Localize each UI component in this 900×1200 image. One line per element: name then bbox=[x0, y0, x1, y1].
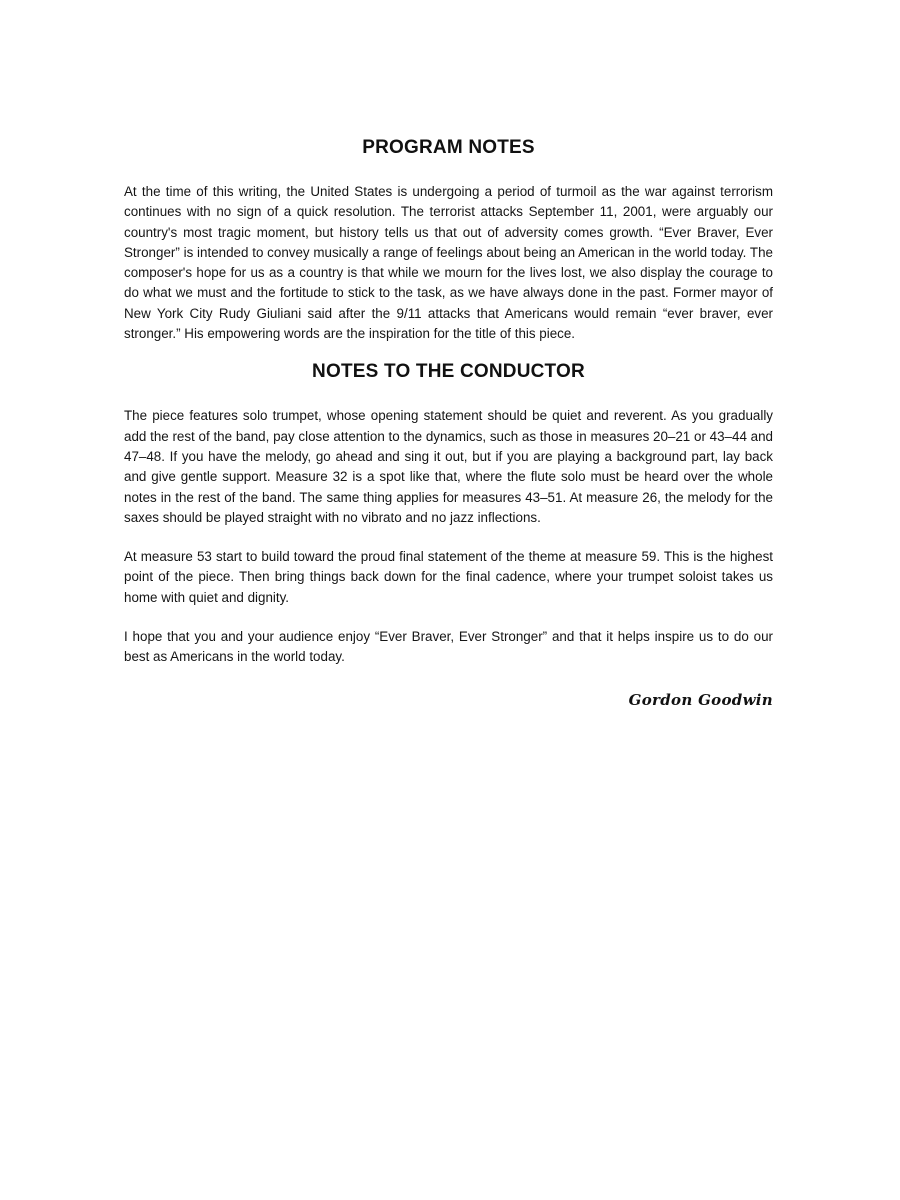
conductor-notes-paragraph-1: The piece features solo trumpet, whose opening statement should be quiet and reverent. As you gradually add the rest of the band, pay close attention to the dynamics, such as those in measures 20–21 or 43–44 and 47–48. If you have the melody, go ahead and sing it out, but if you are playing a background part, lay back and give gentle support. Measure 32 is a spot like that, where the flute solo must be heard over the whole notes in the rest of the band. The same thing applies for measures 43–51. At measure 26, the melody for the saxes should be played straight with no vibrato and no jazz inflections. bbox=[124, 408, 773, 525]
conductor-notes-paragraph-3: I hope that you and your audience enjoy “Ever Braver, Ever Stronger” and that it helps inspire us to do our best as Americans in the world today. bbox=[124, 629, 773, 665]
document-page bbox=[124, 136, 773, 710]
conductor-notes-paragraph-2: At measure 53 start to build toward the proud final statement of the theme at measure 59. This is the highest point of the piece. Then bring things back down for the final cadence, where your trumpet soloist takes us home with quiet and dignity. bbox=[124, 549, 773, 605]
composer-signature: Gordon Goodwin bbox=[628, 690, 773, 709]
conductor-notes-heading: NOTES TO THE CONDUCTOR bbox=[312, 361, 585, 383]
program-notes-paragraph: At the time of this writing, the United States is undergoing a period of turmoil as the war against terrorism continues with no sign of a quick resolution. The terrorist attacks September 11, 2001, were arguably our country's most tragic moment, but history tells us that out of adversity comes growth. “Ever Braver, Ever Stronger” is intended to convey musically a range of feelings about being an American in the world today. The composer's hope for us as a country is that while we mourn for the lives lost, we also display the courage to do what we must and the fortitude to stick to the task, as we have always done in the past. Former mayor of New York City Rudy Giuliani said after the 9/11 attacks that Americans would remain “ever braver, ever stronger.” His empowering words are the inspiration for the title of this piece. bbox=[124, 184, 773, 342]
program-notes-heading: PROGRAM NOTES bbox=[362, 137, 535, 158]
